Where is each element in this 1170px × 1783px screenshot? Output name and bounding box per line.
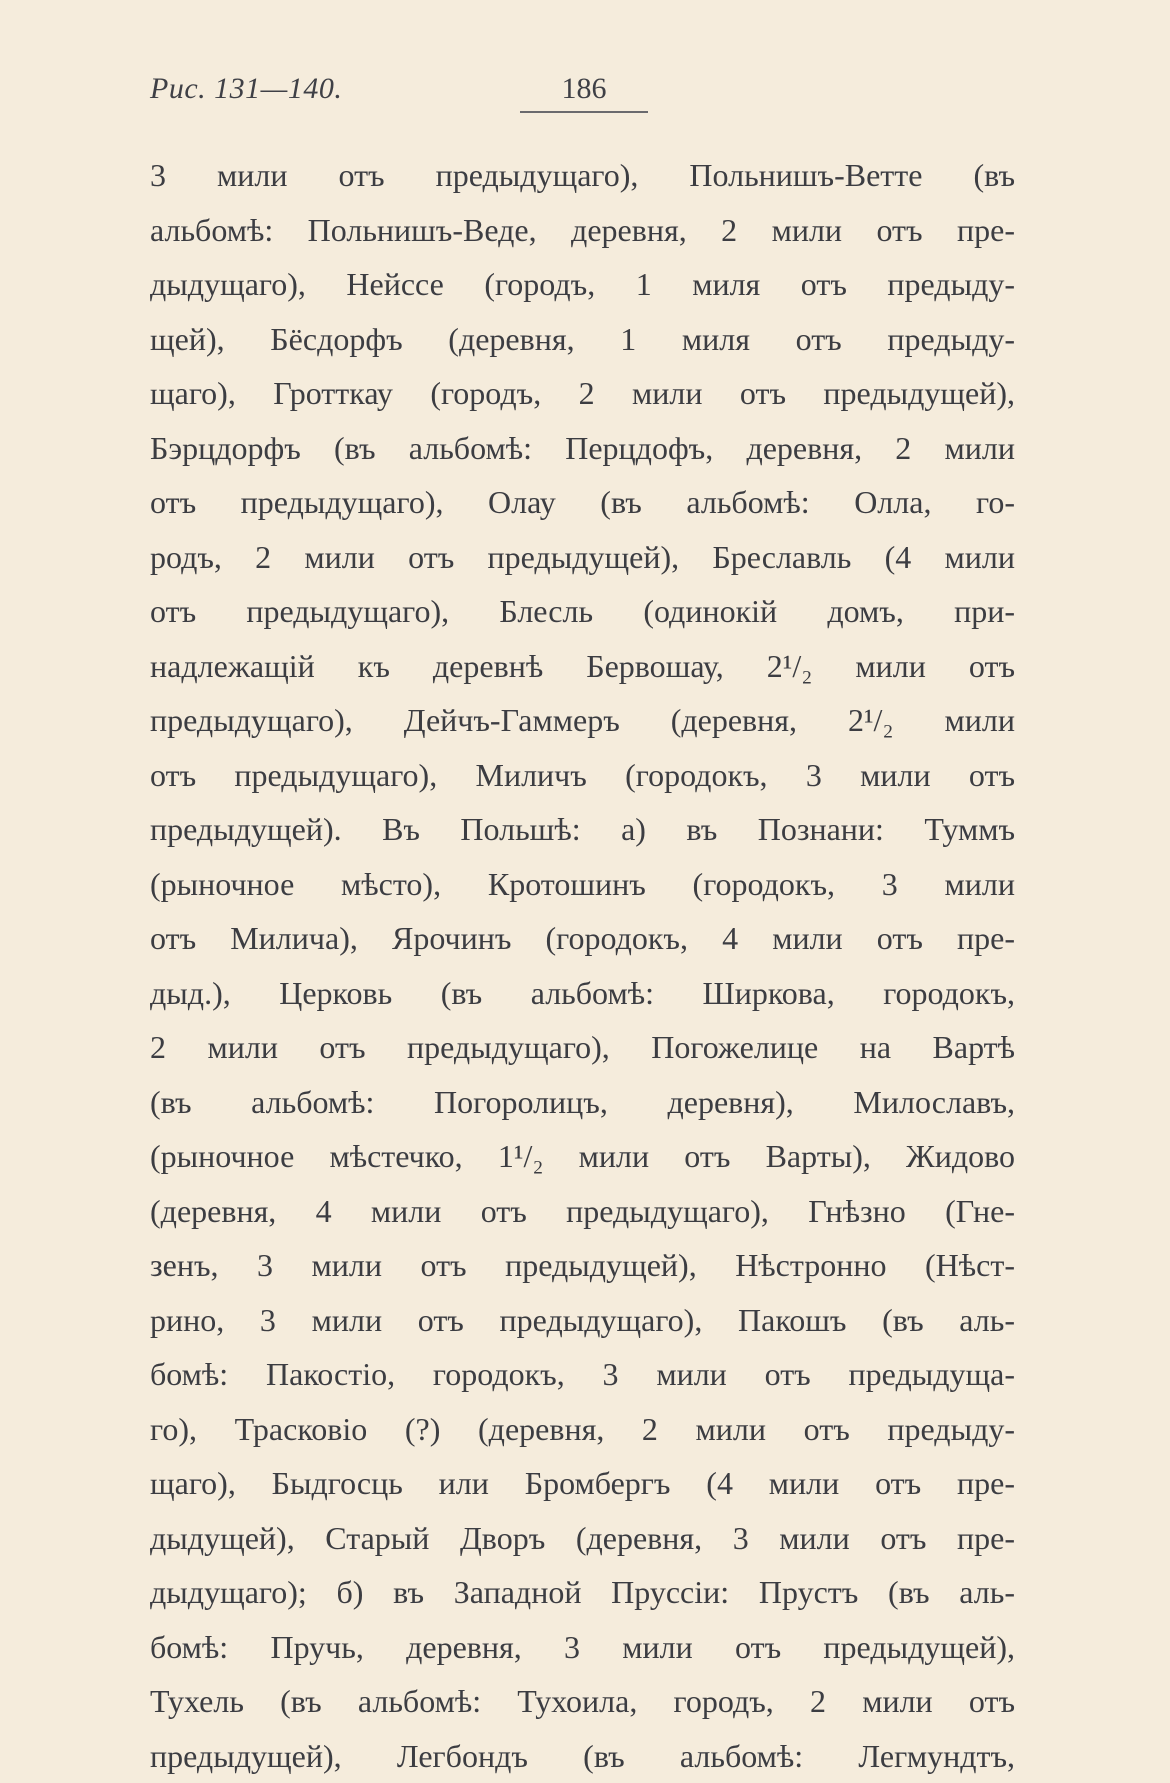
page-number: 186 — [520, 72, 648, 106]
text-line: родъ, 2 мили отъ предыдущей), Бреславль (4 мили — [150, 530, 1015, 585]
page-number-rule — [520, 111, 648, 113]
text-line: Тухель (въ альбомѣ: Тухоила, городъ, 2 мили отъ — [150, 1674, 1015, 1729]
text-line: дыдущей), Старый Дворъ (деревня, 3 мили отъ пре- — [150, 1511, 1015, 1566]
text-line: бомѣ: Пручь, деревня, 3 мили отъ предыдущей), — [150, 1620, 1015, 1675]
text-line: щаго), Гротткау (городъ, 2 мили отъ предыдущей), — [150, 366, 1015, 421]
figure-range-reference: Рис. 131—140. — [150, 72, 342, 106]
body-text — [150, 148, 1015, 1783]
text-line: (рыночное мѣсто), Кротошинъ (городокъ, 3 мили — [150, 857, 1015, 912]
text-line: отъ предыдущаго), Миличъ (городокъ, 3 мили отъ — [150, 748, 1015, 803]
text-line: отъ предыдущаго), Блесль (одинокій домъ, при- — [150, 584, 1015, 639]
text-line: альбомѣ: Польнишъ-Веде, деревня, 2 мили отъ пре- — [150, 203, 1015, 258]
text-line: предыдущаго), Дейчъ-Гаммеръ (деревня, 2¹/₂ мили — [150, 693, 1015, 748]
text-line: (деревня, 4 мили отъ предыдущаго), Гнѣзно (Гне- — [150, 1184, 1015, 1239]
text-line: предыдущей), Легбондъ (въ альбомѣ: Легмундтъ, — [150, 1729, 1015, 1783]
text-line: предыдущей). Въ Польшѣ: а) въ Познани: Туммъ — [150, 802, 1015, 857]
text-line: щей), Бёсдорфъ (деревня, 1 миля отъ предыду- — [150, 312, 1015, 367]
text-line: бомѣ: Пакостіо, городокъ, 3 мили отъ предыдуща- — [150, 1347, 1015, 1402]
text-line: (въ альбомѣ: Погоролицъ, деревня), Милославъ, — [150, 1075, 1015, 1130]
text-line: отъ Милича), Ярочинъ (городокъ, 4 мили отъ пре- — [150, 911, 1015, 966]
text-line: го), Трасковіо (?) (деревня, 2 мили отъ предыду- — [150, 1402, 1015, 1457]
text-line: 3 мили отъ предыдущаго), Польнишъ-Ветте (въ — [150, 148, 1015, 203]
running-head — [150, 72, 1010, 116]
text-line: 2 мили отъ предыдущаго), Погожелице на Вартѣ — [150, 1020, 1015, 1075]
text-line: Бэрцдорфъ (въ альбомѣ: Перцдофъ, деревня, 2 мили — [150, 421, 1015, 476]
text-line: дыдущаго), Нейссе (городъ, 1 миля отъ предыду- — [150, 257, 1015, 312]
text-line: дыд.), Церковь (въ альбомѣ: Ширкова, городокъ, — [150, 966, 1015, 1021]
text-line: (рыночное мѣстечко, 1¹/₂ мили отъ Варты), Жидово — [150, 1129, 1015, 1184]
text-line: зенъ, 3 мили отъ предыдущей), Нѣстронно (Нѣст- — [150, 1238, 1015, 1293]
text-line: надлежащій къ деревнѣ Бервошау, 2¹/₂ мили отъ — [150, 639, 1015, 694]
text-line: рино, 3 мили отъ предыдущаго), Пакошъ (въ аль- — [150, 1293, 1015, 1348]
text-line: отъ предыдущаго), Олау (въ альбомѣ: Олла, го- — [150, 475, 1015, 530]
text-line: щаго), Быдгосць или Бромбергъ (4 мили отъ пре- — [150, 1456, 1015, 1511]
text-line: дыдущаго); б) въ Западной Пруссіи: Прустъ (въ аль- — [150, 1565, 1015, 1620]
